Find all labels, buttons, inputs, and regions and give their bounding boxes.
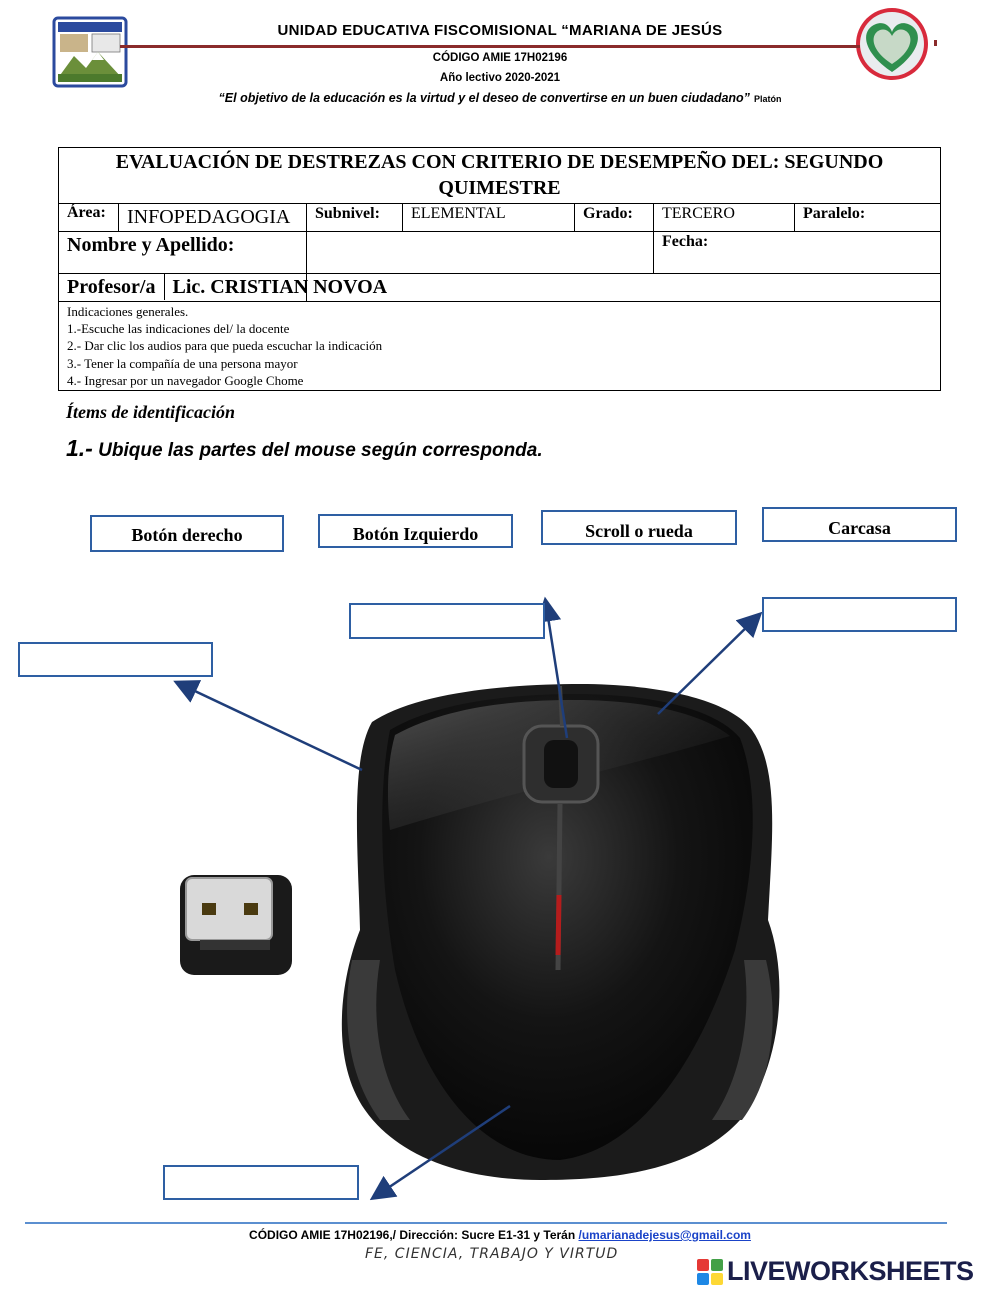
school-year: Año lectivo 2020-2021 xyxy=(439,72,561,84)
mouse-body xyxy=(342,684,780,1180)
grado-value: TERCERO xyxy=(654,204,795,232)
drop-box-left[interactable] xyxy=(18,642,213,677)
footer-address xyxy=(0,1228,1000,1242)
profesor-label: Profesor/a xyxy=(59,274,165,300)
liveworksheets-icon xyxy=(697,1259,723,1285)
drop-box-bottom[interactable] xyxy=(163,1165,359,1200)
paralelo-label: Paralelo: xyxy=(795,204,941,232)
instruction-line: Indicaciones generales. xyxy=(67,304,189,319)
footer-motto: FE, CIENCIA, TRABAJO Y VIRTUD xyxy=(365,1246,619,1262)
question-number: 1.- xyxy=(66,435,93,461)
option-boton-izquierdo[interactable]: Botón Izquierdo xyxy=(318,514,513,548)
option-scroll-rueda[interactable]: Scroll o rueda xyxy=(541,510,737,545)
footer-address-text: CÓDIGO AMIE 17H02196,/ Dirección: Sucre E1-31 y Terán xyxy=(249,1228,579,1242)
area-value: INFOPEDAGOGIA xyxy=(119,204,307,232)
profesor-row xyxy=(59,274,388,302)
footer-divider xyxy=(25,1222,947,1224)
profesor-value-cell xyxy=(307,274,941,302)
footer-email-link[interactable]: /umarianadejesus@gmail.com xyxy=(578,1228,751,1242)
instruction-line: 2.- Dar clic los audios para que pueda escuchar la indicación xyxy=(67,338,383,354)
school-name: UNIDAD EDUCATIVA FISCOMISIONAL “MARIANA DE JESÚS xyxy=(277,22,723,39)
question-text: Ubique las partes del mouse según corresponda. xyxy=(92,440,543,461)
grado-label: Grado: xyxy=(575,204,654,232)
option-boton-derecho[interactable]: Botón derecho xyxy=(90,515,284,552)
drop-box-top[interactable] xyxy=(349,603,545,639)
arrow-left-button xyxy=(180,684,362,770)
quote-text: “El objetivo de la educación es la virtud y el deseo de convertirse en un buen ciudadano” xyxy=(218,91,750,105)
area-label: Área: xyxy=(59,204,119,232)
amie-code: CÓDIGO AMIE 17H02196 xyxy=(432,52,568,64)
liveworksheets-logo xyxy=(697,1256,974,1287)
evaluation-info-table xyxy=(58,147,941,391)
fecha-label: Fecha: xyxy=(654,232,941,274)
quote-author: Platón xyxy=(753,94,782,104)
question-1 xyxy=(66,435,543,462)
school-heart-logo xyxy=(846,6,942,82)
header-divider xyxy=(120,45,860,48)
evaluation-title: EVALUACIÓN DE DESTREZAS CON CRITERIO DE DESEMPEÑO DEL: SEGUNDO QUIMESTRE xyxy=(59,148,941,204)
nombre-field[interactable] xyxy=(307,232,654,274)
nombre-label: Nombre y Apellido: xyxy=(59,232,307,274)
section-heading: Ítems de identificación xyxy=(66,402,235,422)
instruction-line: 4.- Ingresar por un navegador Google Chome xyxy=(67,372,304,388)
drop-box-right[interactable] xyxy=(762,597,957,632)
liveworksheets-brand: LIVEWORKSHEETS xyxy=(727,1256,974,1286)
option-carcasa[interactable]: Carcasa xyxy=(762,507,957,542)
instructions-cell xyxy=(59,302,941,391)
subnivel-value: ELEMENTAL xyxy=(403,204,575,232)
arrow-right-button xyxy=(658,617,757,714)
instruction-line: 1.-Escuche las indicaciones del/ la docente xyxy=(67,321,290,337)
profesor-value: Lic. CRISTIAN NOVOA xyxy=(172,276,388,298)
subnivel-label: Subnivel: xyxy=(307,204,403,232)
instruction-line: 3.- Tener la compañía de una persona mayor xyxy=(67,355,298,371)
usb-receiver xyxy=(180,875,292,975)
motto-quote xyxy=(0,91,1000,105)
